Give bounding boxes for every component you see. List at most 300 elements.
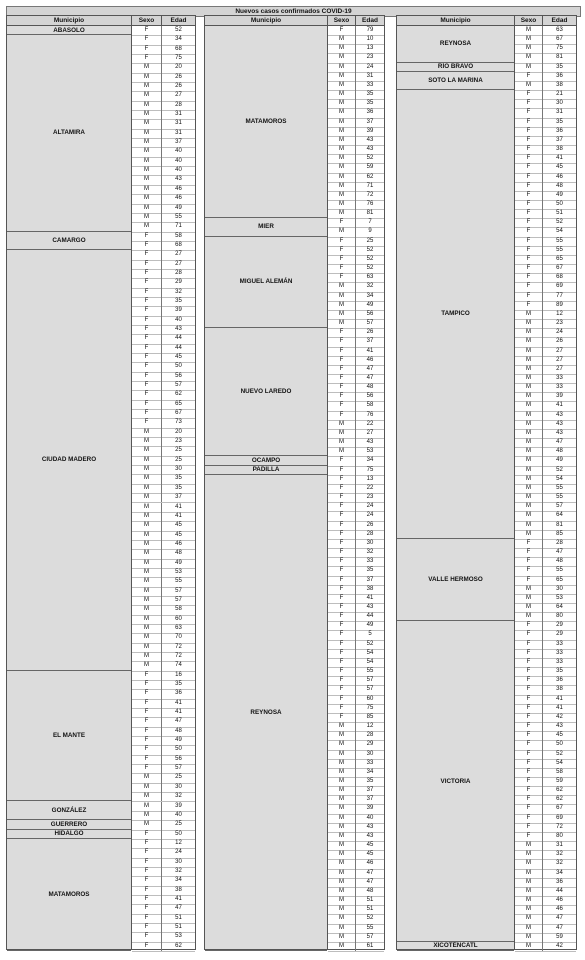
sexo-cell: F — [515, 209, 543, 218]
sexo-cell: F — [328, 237, 356, 246]
sexo-cell: M — [132, 204, 162, 213]
edad-cell: 36 — [556, 72, 563, 79]
sexo-cell: M — [328, 63, 356, 72]
table-header — [397, 16, 576, 26]
edad-cell: 57 — [366, 677, 374, 684]
edad-cell: 37 — [366, 576, 374, 583]
edad-cell: 7 — [368, 219, 372, 226]
edad-cell: 43 — [556, 723, 563, 730]
sexo-cell: M — [132, 147, 162, 156]
edad-cell: 70 — [175, 634, 182, 641]
sexo-cell: F — [328, 493, 356, 502]
sexo-cell: M — [515, 841, 543, 850]
sexo-cell: F — [132, 895, 162, 904]
sexo-cell: M — [328, 896, 356, 905]
sexo-cell: M — [515, 942, 543, 951]
sexo-cell: F — [328, 521, 356, 530]
edad-cell: 41 — [175, 699, 182, 706]
sexo-cell: M — [132, 185, 162, 194]
sexo-cell: F — [515, 264, 543, 273]
edad-cell: 27 — [556, 347, 563, 354]
sexo-cell: F — [132, 932, 162, 941]
sexo-cell: M — [132, 428, 162, 437]
sexo-cell: F — [515, 777, 543, 786]
edad-cell: 25 — [175, 447, 182, 454]
edad-cell: 21 — [556, 91, 563, 98]
sexo-cell: M — [328, 438, 356, 447]
sexo-cell: F — [515, 768, 543, 777]
edad-cell: 38 — [175, 886, 182, 893]
header-edad: Edad — [362, 17, 378, 24]
edad-cell: 41 — [556, 402, 563, 409]
edad-cell: 23 — [175, 438, 182, 445]
edad-cell: 35 — [175, 297, 182, 304]
edad-cell: 55 — [556, 567, 563, 574]
sexo-cell: F — [132, 755, 162, 764]
sexo-cell: F — [515, 566, 543, 575]
sexo-cell: M — [515, 337, 543, 346]
edad-cell: 26 — [366, 329, 374, 336]
edad-cell: 63 — [556, 27, 563, 33]
edad-cell: 39 — [175, 307, 182, 314]
sexo-cell: M — [132, 652, 162, 661]
municipio-cell: REYNOSA — [397, 26, 514, 63]
sexo-cell: F — [328, 667, 356, 676]
edad-cell: 35 — [556, 118, 563, 125]
edad-cell: 52 — [366, 915, 374, 922]
edad-cell: 30 — [366, 750, 374, 757]
edad-cell: 43 — [556, 420, 563, 427]
sexo-cell: F — [132, 848, 162, 857]
sexo-cell: M — [328, 740, 356, 749]
sexo-cell: M — [132, 110, 162, 119]
sexo-cell: M — [132, 596, 162, 605]
edad-cell: 47 — [366, 869, 374, 876]
sexo-cell: M — [515, 859, 543, 868]
edad-cell: 75 — [366, 466, 374, 473]
edad-cell: 51 — [556, 210, 563, 217]
municipio-cell: MIER — [205, 218, 327, 236]
sexo-cell: M — [515, 521, 543, 530]
sexo-cell: M — [515, 26, 543, 35]
sexo-cell: M — [132, 568, 162, 577]
sexo-cell: M — [328, 924, 356, 933]
edad-cell: 30 — [556, 585, 563, 592]
sexo-cell: M — [132, 138, 162, 147]
header-sexo: Sexo — [132, 16, 162, 25]
sexo-cell: M — [515, 603, 543, 612]
edad-cell: 55 — [175, 213, 182, 220]
sexo-cell: M — [328, 200, 356, 209]
sexo-cell: F — [515, 145, 543, 154]
sexo-cell: F — [132, 390, 162, 399]
edad-cell: 48 — [556, 182, 563, 189]
sexo-cell: F — [515, 237, 543, 246]
edad-cell: 79 — [366, 27, 374, 33]
data-rows — [328, 26, 384, 951]
edad-cell: 59 — [556, 777, 563, 784]
sexo-cell: M — [328, 859, 356, 868]
edad-cell: 35 — [556, 668, 563, 675]
sexo-cell: F — [328, 612, 356, 621]
edad-cell: 72 — [175, 653, 182, 659]
sexo-cell: F — [515, 649, 543, 658]
sexo-cell: M — [328, 81, 356, 90]
sexo-cell: M — [515, 612, 543, 621]
edad-cell: 30 — [175, 466, 182, 473]
sexo-cell: F — [328, 365, 356, 374]
edad-cell: 41 — [175, 709, 182, 716]
sexo-cell: M — [132, 661, 162, 670]
sexo-cell: F — [132, 297, 162, 306]
edad-cell: 38 — [556, 146, 563, 153]
edad-cell: 32 — [556, 851, 563, 858]
sexo-cell: F — [132, 288, 162, 297]
edad-cell: 41 — [556, 704, 563, 711]
edad-cell: 22 — [366, 420, 374, 427]
edad-cell: 30 — [366, 539, 374, 546]
edad-cell: 40 — [175, 167, 182, 174]
edad-cell: 48 — [175, 727, 182, 734]
edad-cell: 13 — [366, 45, 374, 52]
sexo-cell: F — [132, 876, 162, 885]
edad-cell: 52 — [366, 246, 374, 253]
sexo-cell: M — [515, 429, 543, 438]
edad-cell: 47 — [366, 878, 374, 885]
edad-cell: 22 — [366, 484, 374, 491]
table-header — [205, 16, 384, 26]
municipio-cell: NUEVO LAREDO — [205, 328, 327, 456]
sexo-cell: F — [328, 630, 356, 639]
edad-cell: 54 — [556, 228, 563, 235]
sexo-cell: F — [515, 832, 543, 841]
sexo-cell: F — [328, 548, 356, 557]
municipio-cell: MATAMOROS — [7, 839, 131, 951]
sexo-cell: F — [328, 585, 356, 594]
sexo-cell: F — [328, 713, 356, 722]
sexo-cell: M — [132, 493, 162, 502]
sexo-cell: F — [328, 374, 356, 383]
sexo-cell: M — [515, 896, 543, 905]
sexo-cell: M — [328, 804, 356, 813]
data-rows — [515, 26, 576, 951]
sexo-cell: M — [132, 213, 162, 222]
edad-cell: 37 — [556, 136, 563, 143]
edad-cell: 48 — [366, 887, 374, 894]
edad-cell: 67 — [556, 805, 563, 812]
header-municipio: Municipio — [205, 16, 328, 25]
sexo-cell: M — [515, 81, 543, 90]
sexo-cell: F — [328, 475, 356, 484]
sexo-cell: F — [132, 409, 162, 418]
sexo-cell: M — [515, 475, 543, 484]
edad-cell: 31 — [556, 109, 563, 116]
edad-cell: 42 — [556, 713, 563, 720]
edad-cell: 56 — [366, 393, 374, 400]
municipio-cell: CAMARGO — [7, 232, 131, 251]
edad-cell: 36 — [556, 127, 563, 134]
sexo-cell: F — [328, 704, 356, 713]
sexo-cell: F — [132, 260, 162, 269]
sexo-cell: F — [515, 658, 543, 667]
edad-cell: 56 — [175, 372, 182, 379]
edad-cell: 49 — [556, 457, 563, 464]
edad-cell: 48 — [175, 550, 182, 557]
edad-cell: 37 — [175, 139, 182, 146]
sexo-cell: F — [132, 232, 162, 241]
edad-cell: 28 — [175, 269, 182, 276]
sexo-cell: F — [132, 54, 162, 63]
edad-cell: 64 — [556, 603, 563, 610]
edad-cell: 26 — [556, 338, 563, 345]
sexo-cell: M — [328, 319, 356, 328]
municipio-cell: MATAMOROS — [205, 26, 327, 218]
sexo-cell: F — [515, 640, 543, 649]
edad-cell: 50 — [175, 363, 182, 370]
edad-cell: 65 — [556, 255, 563, 262]
sexo-cell: F — [515, 227, 543, 236]
sexo-cell: F — [132, 914, 162, 923]
sexo-cell: M — [328, 118, 356, 127]
edad-cell: 51 — [175, 914, 182, 921]
sexo-cell: M — [132, 540, 162, 549]
sexo-cell: M — [515, 53, 543, 62]
edad-cell: 34 — [556, 869, 563, 876]
edad-cell: 35 — [366, 100, 374, 107]
sexo-cell: F — [515, 200, 543, 209]
edad-cell: 53 — [556, 594, 563, 601]
municipio-cell: SOTO LA MARINA — [397, 72, 514, 90]
edad-cell: 47 — [556, 549, 563, 556]
edad-cell: 41 — [366, 594, 374, 601]
sexo-cell: M — [132, 792, 162, 801]
municipio-column — [205, 26, 328, 949]
header-municipio: Municipio — [7, 16, 132, 25]
edad-cell: 36 — [366, 109, 374, 116]
edad-cell: 52 — [556, 466, 563, 473]
sexo-cell: F — [328, 640, 356, 649]
edad-cell: 37 — [366, 787, 374, 794]
edad-cell: 62 — [366, 173, 374, 180]
edad-cell: 46 — [175, 185, 182, 192]
edad-cell: 75 — [366, 704, 374, 711]
edad-cell: 35 — [175, 475, 182, 482]
sexo-cell: F — [328, 401, 356, 410]
edad-cell: 30 — [175, 858, 182, 865]
sexo-cell: M — [328, 429, 356, 438]
municipio-cell: VICTORIA — [397, 621, 514, 942]
sexo-cell: M — [132, 456, 162, 465]
sexo-cell: F — [515, 786, 543, 795]
sexo-cell: M — [132, 91, 162, 100]
sexo-cell: F — [132, 325, 162, 334]
sexo-cell: M — [132, 446, 162, 455]
sexo-cell: M — [328, 292, 356, 301]
sexo-cell: M — [132, 521, 162, 530]
sexo-cell: M — [328, 878, 356, 887]
edad-cell: 49 — [175, 559, 182, 566]
sexo-cell: F — [515, 731, 543, 740]
sexo-cell: M — [328, 914, 356, 923]
edad-cell: 50 — [556, 201, 563, 207]
sexo-cell: M — [132, 484, 162, 493]
edad-cell: 55 — [556, 494, 563, 501]
sexo-cell: F — [328, 502, 356, 511]
edad-cell: 25 — [175, 456, 182, 463]
edad-cell: 34 — [366, 768, 374, 775]
edad-cell: 25 — [175, 774, 182, 781]
edad-cell: 41 — [175, 512, 182, 519]
edad-cell: 35 — [366, 567, 374, 574]
edad-cell: 27 — [175, 251, 182, 258]
sexo-cell: M — [515, 374, 543, 383]
edad-cell: 46 — [556, 173, 563, 180]
edad-cell: 32 — [556, 860, 563, 867]
edad-cell: 45 — [175, 531, 182, 538]
sexo-cell: F — [515, 759, 543, 768]
sexo-cell: M — [132, 615, 162, 624]
table-row — [515, 942, 576, 952]
edad-cell: 52 — [175, 27, 182, 33]
municipio-cell: GONZÁLEZ — [7, 802, 131, 821]
edad-cell: 45 — [556, 732, 563, 739]
sexo-cell: F — [515, 90, 543, 99]
sexo-cell: M — [328, 145, 356, 154]
edad-cell: 33 — [556, 649, 563, 656]
sexo-cell: M — [132, 166, 162, 175]
edad-cell: 56 — [366, 310, 374, 317]
sexo-cell: F — [328, 337, 356, 346]
edad-cell: 69 — [556, 814, 563, 821]
edad-cell: 27 — [556, 356, 563, 363]
edad-cell: 24 — [175, 849, 182, 856]
sexo-cell: M — [515, 466, 543, 475]
sexo-cell: F — [515, 191, 543, 200]
edad-cell: 49 — [366, 301, 374, 308]
edad-cell: 72 — [366, 191, 374, 198]
edad-cell: 28 — [175, 101, 182, 108]
cases-table-column — [6, 15, 196, 950]
sexo-cell: F — [132, 708, 162, 717]
edad-cell: 5 — [368, 631, 372, 638]
edad-cell: 38 — [366, 585, 374, 592]
sexo-cell: M — [328, 933, 356, 942]
sexo-cell: F — [515, 750, 543, 759]
edad-cell: 57 — [175, 765, 182, 772]
edad-cell: 65 — [556, 576, 563, 583]
table-title: Nuevos casos confirmados COVID-19 — [6, 6, 581, 17]
edad-cell: 49 — [556, 191, 563, 198]
edad-cell: 49 — [366, 622, 374, 629]
sexo-cell: F — [132, 269, 162, 278]
edad-cell: 72 — [556, 823, 563, 830]
sexo-cell: F — [328, 411, 356, 420]
header-edad: Edad — [551, 17, 568, 24]
edad-cell: 60 — [175, 615, 182, 622]
edad-cell: 27 — [175, 92, 182, 99]
edad-cell: 45 — [366, 851, 374, 858]
edad-cell: 68 — [175, 241, 182, 248]
sexo-cell: M — [132, 820, 162, 829]
sexo-cell: M — [328, 814, 356, 823]
sexo-cell: F — [328, 685, 356, 694]
edad-cell: 55 — [366, 924, 374, 931]
edad-cell: 27 — [175, 260, 182, 267]
edad-cell: 58 — [175, 606, 182, 613]
edad-cell: 53 — [175, 933, 182, 940]
sexo-cell: M — [515, 328, 543, 337]
municipio-cell: CIUDAD MADERO — [7, 250, 131, 670]
edad-cell: 50 — [175, 830, 182, 837]
edad-cell: 33 — [366, 81, 374, 88]
edad-cell: 12 — [556, 310, 563, 317]
sexo-cell: M — [515, 63, 543, 72]
sexo-cell: M — [132, 73, 162, 82]
sexo-cell: M — [515, 585, 543, 594]
sexo-cell: F — [515, 557, 543, 566]
edad-cell: 9 — [368, 228, 372, 235]
edad-cell: 41 — [556, 155, 563, 162]
edad-cell: 68 — [556, 274, 563, 281]
edad-cell: 34 — [175, 877, 182, 884]
sexo-cell: F — [328, 649, 356, 658]
edad-cell: 76 — [366, 201, 374, 207]
sexo-cell: M — [328, 750, 356, 759]
sexo-cell: M — [328, 841, 356, 850]
edad-cell: 25 — [175, 821, 182, 828]
sexo-cell: M — [328, 310, 356, 319]
sexo-cell: M — [515, 438, 543, 447]
sexo-cell: M — [328, 942, 356, 951]
edad-cell: 67 — [175, 410, 182, 417]
edad-cell: 31 — [175, 111, 182, 118]
edad-cell: 54 — [556, 759, 563, 766]
sexo-cell: M — [132, 605, 162, 614]
sexo-cell: F — [515, 99, 543, 108]
edad-cell: 61 — [366, 942, 374, 949]
edad-cell: 52 — [556, 750, 563, 757]
sexo-cell: F — [328, 26, 356, 35]
municipio-column — [7, 26, 132, 949]
edad-cell: 67 — [556, 36, 563, 43]
edad-cell: 50 — [556, 741, 563, 748]
sexo-cell: M — [328, 191, 356, 200]
edad-cell: 55 — [556, 237, 563, 244]
edad-cell: 12 — [175, 839, 182, 846]
edad-cell: 47 — [556, 924, 563, 931]
edad-cell: 81 — [556, 54, 563, 61]
edad-cell: 40 — [175, 148, 182, 155]
sexo-cell: F — [132, 334, 162, 343]
sexo-cell: F — [328, 255, 356, 264]
edad-cell: 43 — [366, 603, 374, 610]
sexo-cell: M — [132, 783, 162, 792]
sexo-cell: F — [328, 557, 356, 566]
sexo-cell: F — [132, 353, 162, 362]
edad-cell: 54 — [366, 658, 374, 665]
edad-cell: 55 — [175, 578, 182, 585]
edad-cell: 54 — [366, 649, 374, 656]
sexo-cell: F — [515, 704, 543, 713]
sexo-cell: M — [515, 310, 543, 319]
edad-cell: 52 — [366, 155, 374, 162]
edad-cell: 89 — [556, 301, 563, 308]
sexo-cell: M — [328, 759, 356, 768]
edad-cell: 34 — [366, 457, 374, 464]
sexo-cell: F — [515, 630, 543, 639]
edad-cell: 41 — [366, 347, 374, 354]
sexo-cell: F — [515, 676, 543, 685]
